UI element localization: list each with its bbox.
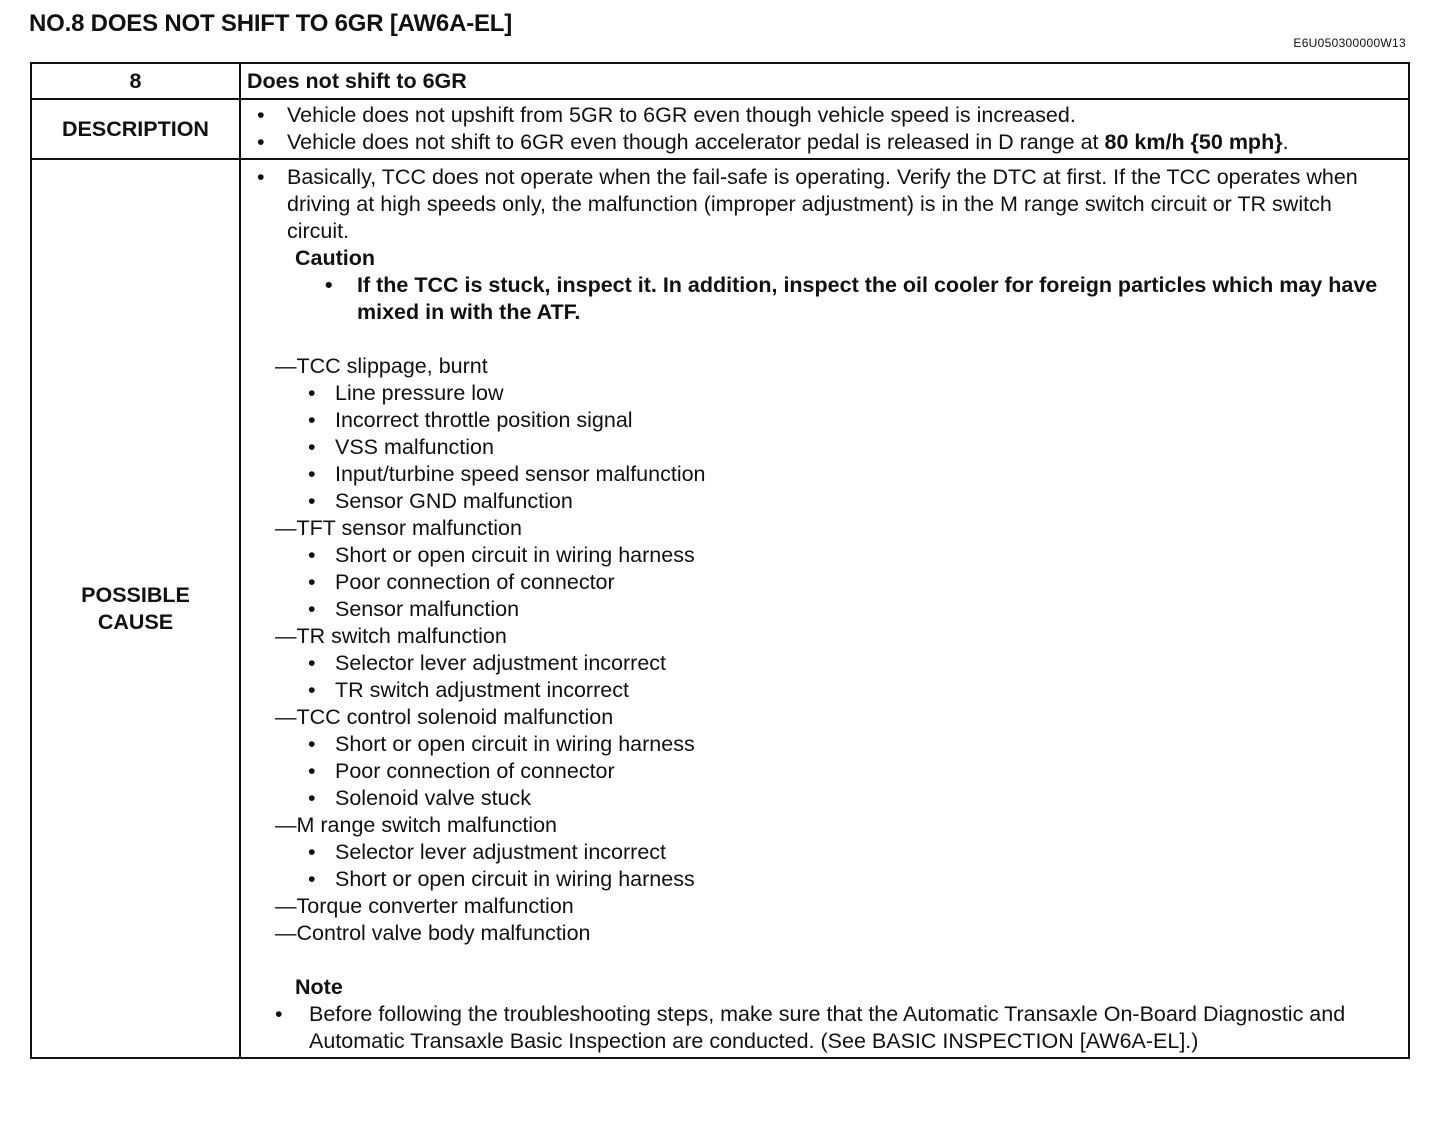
- cause-group-heading: — TCC slippage, burnt: [275, 353, 1394, 380]
- cause-item: • Poor connection of connector: [335, 758, 1394, 785]
- cause-group: [275, 704, 1394, 812]
- cause-intro-list: [253, 164, 1394, 245]
- description-item: • Vehicle does not shift to 6GR even though accelerator pedal is released in D range at 80 km/h {50 mph}.: [287, 129, 1394, 156]
- cause-item: • Sensor malfunction: [335, 596, 1394, 623]
- description-list: [253, 102, 1394, 156]
- cause-group-heading: — TR switch malfunction: [275, 623, 1394, 650]
- symptom-title: Does not shift to 6GR: [240, 63, 1409, 99]
- description-item: • Vehicle does not upshift from 5GR to 6GR even though vehicle speed is increased.: [287, 102, 1394, 129]
- cause-group-heading: — Control valve body malfunction: [275, 920, 1394, 947]
- cause-item: • Short or open circuit in wiring harness: [335, 866, 1394, 893]
- possible-cause-label: POSSIBLE CAUSE: [31, 159, 240, 1058]
- cause-item: • Short or open circuit in wiring harness: [335, 542, 1394, 569]
- cause-item: • Incorrect throttle position signal: [335, 407, 1394, 434]
- table-header-row: [31, 63, 1409, 99]
- caution-text: • If the TCC is stuck, inspect it. In addition, inspect the oil cooler for foreign particles which may have mixed in with the ATF.: [325, 272, 1394, 326]
- description-cell: [240, 99, 1409, 159]
- note-text: • Before following the troubleshooting steps, make sure that the Automatic Transaxle On-Board Diagnostic and Automatic Transaxle Basic Inspection are conducted. (See BASIC INSPECTION [AW6A-EL].): [275, 1001, 1394, 1055]
- cause-group: [275, 893, 1394, 920]
- cause-item: • Solenoid valve stuck: [335, 785, 1394, 812]
- cause-group: [275, 515, 1394, 623]
- cause-group: [275, 812, 1394, 893]
- possible-cause-row: [31, 159, 1409, 1058]
- cause-group-heading: — TCC control solenoid malfunction: [275, 704, 1394, 731]
- cause-item-list: [275, 731, 1394, 812]
- cause-item: • Selector lever adjustment incorrect: [335, 650, 1394, 677]
- cause-item: • Selector lever adjustment incorrect: [335, 839, 1394, 866]
- description-row: [31, 99, 1409, 159]
- cause-item-list: [275, 839, 1394, 893]
- cause-item: • Line pressure low: [335, 380, 1394, 407]
- caution-heading: Caution: [295, 246, 376, 270]
- speed-value: 80 km/h {50 mph}: [1104, 130, 1283, 154]
- cause-group-heading: — Torque converter malfunction: [275, 893, 1394, 920]
- cause-group: [275, 920, 1394, 947]
- note-heading: Note: [295, 975, 343, 999]
- page-title: NO.8 DOES NOT SHIFT TO 6GR [AW6A-EL]: [29, 10, 513, 37]
- cause-item: • Short or open circuit in wiring harness: [335, 731, 1394, 758]
- cause-item-list: [275, 542, 1394, 623]
- document-code: E6U050300000W13: [1293, 36, 1406, 50]
- possible-cause-cell: [240, 159, 1409, 1058]
- cause-item: • VSS malfunction: [335, 434, 1394, 461]
- cause-item: • Sensor GND malfunction: [335, 488, 1394, 515]
- cause-item-list: [275, 380, 1394, 515]
- cause-intro: • Basically, TCC does not operate when the fail-safe is operating. Verify the DTC at first. If the TCC operates when driving at high speeds only, the malfunction (improper adjustment) is in the M range switch circuit or TR switch circuit.: [287, 164, 1394, 245]
- description-label: DESCRIPTION: [31, 99, 240, 159]
- cause-item: • Poor connection of connector: [335, 569, 1394, 596]
- cause-group: [275, 353, 1394, 515]
- cause-group-heading: — M range switch malfunction: [275, 812, 1394, 839]
- cause-item: • TR switch adjustment incorrect: [335, 677, 1394, 704]
- symptom-number: 8: [31, 63, 240, 99]
- cause-groups: [253, 353, 1394, 947]
- troubleshooting-table: [30, 62, 1410, 1059]
- cause-item: • Input/turbine speed sensor malfunction: [335, 461, 1394, 488]
- cause-group-heading: — TFT sensor malfunction: [275, 515, 1394, 542]
- cause-group: [275, 623, 1394, 704]
- cause-item-list: [275, 650, 1394, 704]
